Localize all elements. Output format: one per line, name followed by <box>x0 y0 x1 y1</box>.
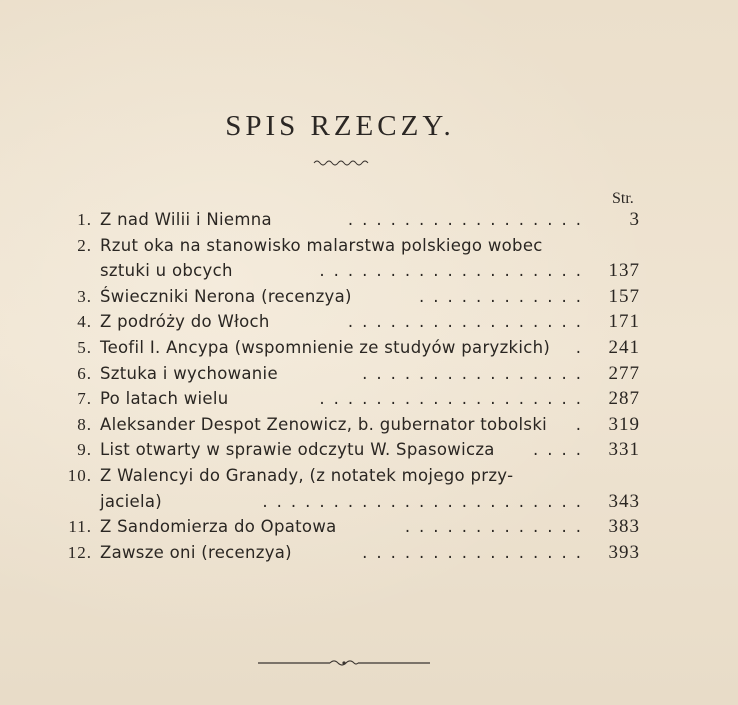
table-of-contents <box>0 207 738 565</box>
entry-number: 1. <box>77 210 92 229</box>
toc-entry <box>0 258 738 284</box>
entry-title: List otwarty w sprawie odczytu W. Spasowicza <box>100 440 495 460</box>
toc-entry <box>0 437 738 463</box>
leader-dots: ............. <box>404 517 590 537</box>
toc-entry <box>0 489 738 515</box>
toc-entry <box>0 540 738 566</box>
entry-page-number: 171 <box>608 311 640 333</box>
entry-page-number: 241 <box>608 336 640 358</box>
leader-dots: ................... <box>319 389 590 409</box>
leader-dots: ................. <box>347 210 590 229</box>
toc-entry <box>0 361 738 387</box>
entry-page-number: 157 <box>608 285 640 307</box>
ornament-squiggle <box>313 158 369 168</box>
leader-dots: ....................... <box>262 491 590 511</box>
entry-page-number: 319 <box>608 413 640 435</box>
entry-title: Aleksander Despot Zenowicz, b. gubernator tobolski <box>100 414 548 434</box>
entry-title: Z Walencyi do Granady, (z notatek mojego przy- <box>100 465 514 485</box>
page-column-label: Str. <box>612 190 634 207</box>
toc-entry <box>0 463 738 489</box>
leader-dots: ................ <box>362 363 590 383</box>
entry-title: Zawsze oni (recenzya) <box>100 542 292 562</box>
entry-number: 3. <box>77 286 92 306</box>
entry-page-number: 393 <box>608 541 640 563</box>
toc-entry <box>0 412 738 438</box>
leader-dots: . <box>575 337 590 357</box>
leader-dots: ............ <box>419 286 590 306</box>
leader-dots: ................... <box>319 261 590 281</box>
leader-dots: . <box>575 414 590 434</box>
toc-entry <box>0 335 738 361</box>
toc-entry <box>0 207 738 233</box>
toc-entry <box>0 514 738 540</box>
page-title: SPIS RZECZY. <box>225 110 455 142</box>
entry-number: 6. <box>77 363 92 383</box>
entry-title: Po latach wielu <box>100 389 229 409</box>
toc-entry <box>0 386 738 412</box>
entry-title: Teofil I. Ancypa (wspomnienie ze studyów paryzkich) <box>100 337 551 357</box>
entry-title: Z Sandomierza do Opatowa <box>100 517 337 537</box>
toc-entry <box>0 309 738 335</box>
entry-number: 5. <box>77 337 92 357</box>
entry-title: sztuki u obcych <box>100 261 233 281</box>
entry-title: Z nad Wilii i Niemna <box>100 210 272 229</box>
entry-page-number: 277 <box>608 362 640 384</box>
entry-number: 10. <box>67 465 92 485</box>
entry-page-number: 287 <box>608 388 640 410</box>
entry-number: 12. <box>67 542 92 562</box>
entry-title: Rzut oka na stanowisko malarstwa polskiego wobec <box>100 235 543 255</box>
entry-number: 9. <box>77 440 92 460</box>
entry-title: Z podróży do Włoch <box>100 312 270 332</box>
entry-page-number: 383 <box>608 516 640 538</box>
leader-dots: ................ <box>362 542 590 562</box>
entry-page-number: 343 <box>608 490 640 512</box>
entry-page-number: 331 <box>608 439 640 461</box>
entry-title: jaciela) <box>100 491 163 511</box>
entry-number: 8. <box>77 414 92 434</box>
entry-title: Świeczniki Nerona (recenzya) <box>100 286 352 306</box>
leader-dots: .... <box>533 440 590 460</box>
toc-entry <box>0 233 738 259</box>
leader-dots: ................. <box>347 312 590 332</box>
toc-entry <box>0 284 738 310</box>
ornamental-rule <box>258 656 430 670</box>
entry-number: 11. <box>68 517 92 537</box>
entry-number: 7. <box>77 389 92 409</box>
entry-page-number: 3 <box>629 209 640 230</box>
entry-number: 4. <box>77 312 92 332</box>
entry-number: 2. <box>77 235 92 255</box>
entry-title: Sztuka i wychowanie <box>100 363 278 383</box>
entry-page-number: 137 <box>608 260 640 282</box>
